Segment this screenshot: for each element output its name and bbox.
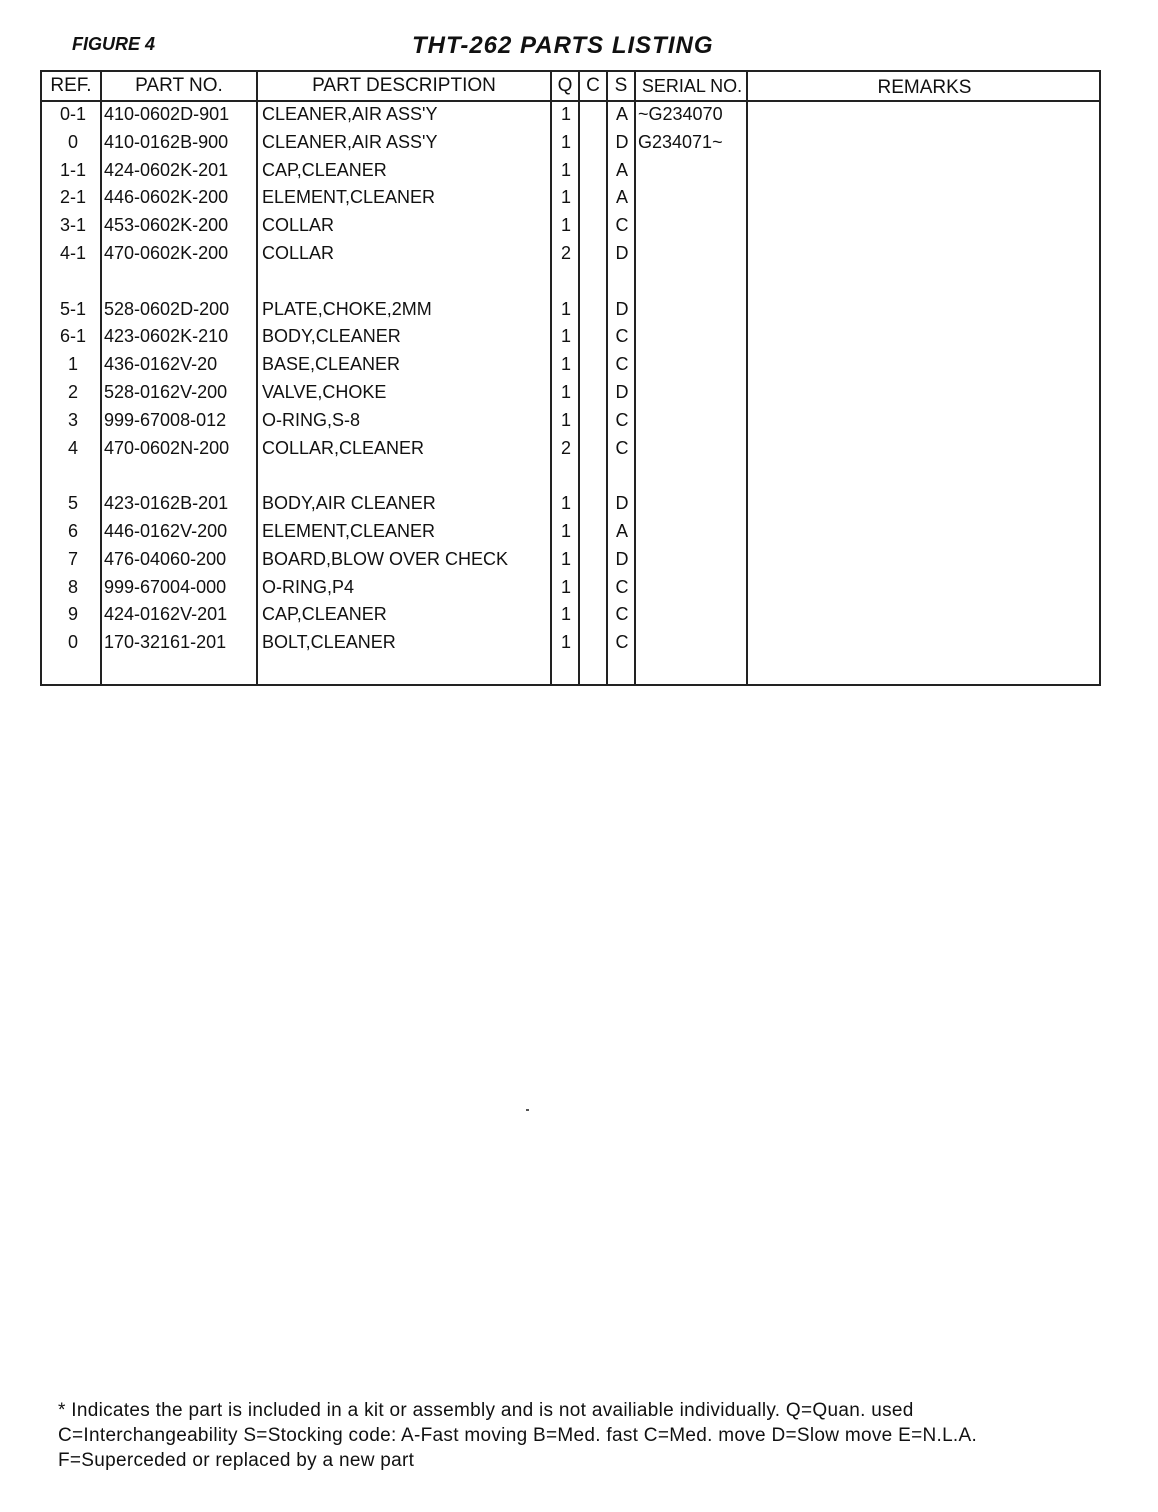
cell-s [610, 267, 634, 295]
cell-ref: 4-1 [59, 243, 86, 263]
cell-part-no: 528-0162V-200 [104, 382, 228, 402]
header-s: S [614, 75, 628, 96]
cell-s: D [615, 382, 629, 402]
cell-s: D [615, 131, 629, 152]
cell-part-no: 476-04060-200 [104, 548, 227, 569]
cell-description: BOARD,BLOW OVER CHECK [262, 548, 509, 569]
cell-q: 1 [560, 131, 571, 152]
cell-ref: 0 [67, 131, 78, 152]
cell-q: 1 [560, 159, 571, 180]
cell-part-no: 423-0602K-210 [104, 326, 229, 347]
cell-s: C [615, 437, 629, 458]
cell-s: D [615, 493, 629, 514]
cell-part-no: 446-0602K-200 [104, 187, 229, 208]
cell-part-no: 446-0162V-200 [104, 521, 228, 541]
cell-q: 1 [560, 326, 571, 347]
column-divider [634, 72, 636, 684]
cell-description: COLLAR [262, 243, 335, 263]
cell-s: C [615, 326, 629, 347]
cell-description: CLEANER,AIR ASS'Y [262, 104, 438, 124]
cell-ref: 1 [67, 354, 78, 375]
header-remarks: REMARKS [877, 77, 972, 98]
cell-part-no: 424-0602K-201 [104, 159, 229, 180]
cell-q: 1 [560, 298, 571, 319]
cell-part-no: 453-0602K-200 [104, 215, 229, 236]
header-q: Q [557, 75, 573, 96]
cell-ref: 2-1 [59, 187, 86, 208]
cell-ref: 5-1 [59, 298, 86, 319]
cell-s: C [615, 409, 629, 430]
cell-s: C [615, 632, 629, 653]
cell-s: A [615, 187, 628, 208]
cell-ref: 5 [67, 493, 78, 514]
cell-q: 1 [560, 187, 571, 208]
cell-description: BASE,CLEANER [262, 354, 401, 375]
cell-description: BODY,AIR CLEANER [262, 493, 436, 514]
cell-s: D [615, 298, 629, 319]
parts-table [40, 70, 1101, 686]
footnote: * Indicates the part is included in a kit or assembly and is not availiable individually. Q=Quan. used C=Interchangeability S=Stocking code: A-Fast moving B=Med. fast C=Med. move D=Slow move E=N.L.A. F=Superceded or replaced by a new part [58, 1400, 978, 1471]
cell-q: 1 [560, 493, 571, 514]
cell-s: C [615, 354, 629, 375]
cell-q: 2 [560, 243, 571, 263]
cell-ref: 0 [67, 632, 78, 653]
column-divider [578, 72, 580, 684]
cell-description: CAP,CLEANER [262, 604, 387, 625]
cell-s: C [615, 576, 629, 597]
cell-ref [44, 267, 102, 295]
cell-q: 1 [560, 576, 571, 597]
cell-part-no: 410-0602D-901 [104, 104, 230, 124]
cell-s: D [615, 243, 629, 263]
cell-ref: 3-1 [59, 215, 86, 236]
cell-q: 1 [560, 604, 571, 625]
cell-description: CLEANER,AIR ASS'Y [262, 131, 438, 152]
cell-description: CAP,CLEANER [262, 159, 387, 180]
cell-ref: 0-1 [59, 104, 86, 124]
cell-s: C [615, 215, 629, 236]
cell-ref: 7 [67, 548, 78, 569]
column-divider [550, 72, 552, 684]
cell-s: A [615, 104, 628, 124]
cell-ref [44, 461, 102, 489]
cell-serial: G234071~ [638, 131, 723, 152]
cell-ref: 6 [67, 521, 78, 541]
cell-s [610, 461, 634, 489]
cell-description: O-RING,P4 [262, 576, 355, 597]
cell-ref: 2 [67, 382, 78, 402]
header-part-no: PART NO. [135, 75, 223, 96]
cell-q: 1 [560, 382, 571, 402]
cell-part-no: 999-67004-000 [104, 576, 227, 597]
cell-part-no: 528-0602D-200 [104, 298, 230, 319]
cell-q: 1 [560, 632, 571, 653]
cell-s: D [615, 548, 629, 569]
cell-description: BODY,CLEANER [262, 326, 401, 347]
cell-part-no: 424-0162V-201 [104, 604, 228, 625]
column-divider [746, 72, 748, 684]
cell-q [554, 461, 578, 489]
cell-description: COLLAR [262, 215, 335, 236]
cell-s: C [615, 604, 629, 625]
cell-description: BOLT,CLEANER [262, 632, 396, 653]
header-ref: REF. [50, 75, 92, 96]
cell-part-no: 999-67008-012 [104, 409, 227, 430]
cell-description: VALVE,CHOKE [262, 382, 387, 402]
header-serial: SERIAL NO. [641, 76, 743, 96]
cell-part-no: 170-32161-201 [104, 632, 227, 653]
header-description: PART DESCRIPTION [312, 75, 496, 96]
column-divider [606, 72, 608, 684]
cell-ref: 8 [67, 576, 78, 597]
cell-q: 1 [560, 215, 571, 236]
cell-part-no: 436-0162V-20 [104, 354, 218, 375]
cell-description: ELEMENT,CLEANER [262, 187, 436, 208]
column-divider [256, 72, 258, 684]
cell-part-no: 470-0602K-200 [104, 243, 229, 263]
cell-description: O-RING,S-8 [262, 409, 361, 430]
cell-part-no: 470-0602N-200 [104, 437, 230, 458]
cell-description: COLLAR,CLEANER [262, 437, 425, 458]
cell-ref: 1-1 [59, 159, 86, 180]
header-c: C [586, 75, 600, 96]
cell-q: 1 [560, 548, 571, 569]
cell-serial: ~G234070 [638, 104, 723, 124]
scan-speck [526, 1109, 529, 1111]
cell-ref: 4 [67, 437, 78, 458]
cell-ref: 6-1 [59, 326, 86, 347]
cell-s: A [615, 159, 628, 180]
cell-q: 1 [560, 104, 571, 124]
cell-part-no: 410-0162B-900 [104, 131, 229, 152]
page-title: THT-262 PARTS LISTING [412, 32, 714, 59]
cell-q: 1 [560, 354, 571, 375]
cell-description: ELEMENT,CLEANER [262, 521, 436, 541]
cell-part-no: 423-0162B-201 [104, 493, 229, 514]
cell-description: PLATE,CHOKE,2MM [262, 298, 432, 319]
figure-label: FIGURE 4 [72, 34, 156, 54]
cell-q: 1 [560, 521, 571, 541]
cell-s: A [615, 521, 628, 541]
cell-q [554, 267, 578, 295]
cell-ref: 3 [67, 409, 78, 430]
cell-ref: 9 [67, 604, 78, 625]
cell-q: 1 [560, 409, 571, 430]
cell-q: 2 [560, 437, 571, 458]
